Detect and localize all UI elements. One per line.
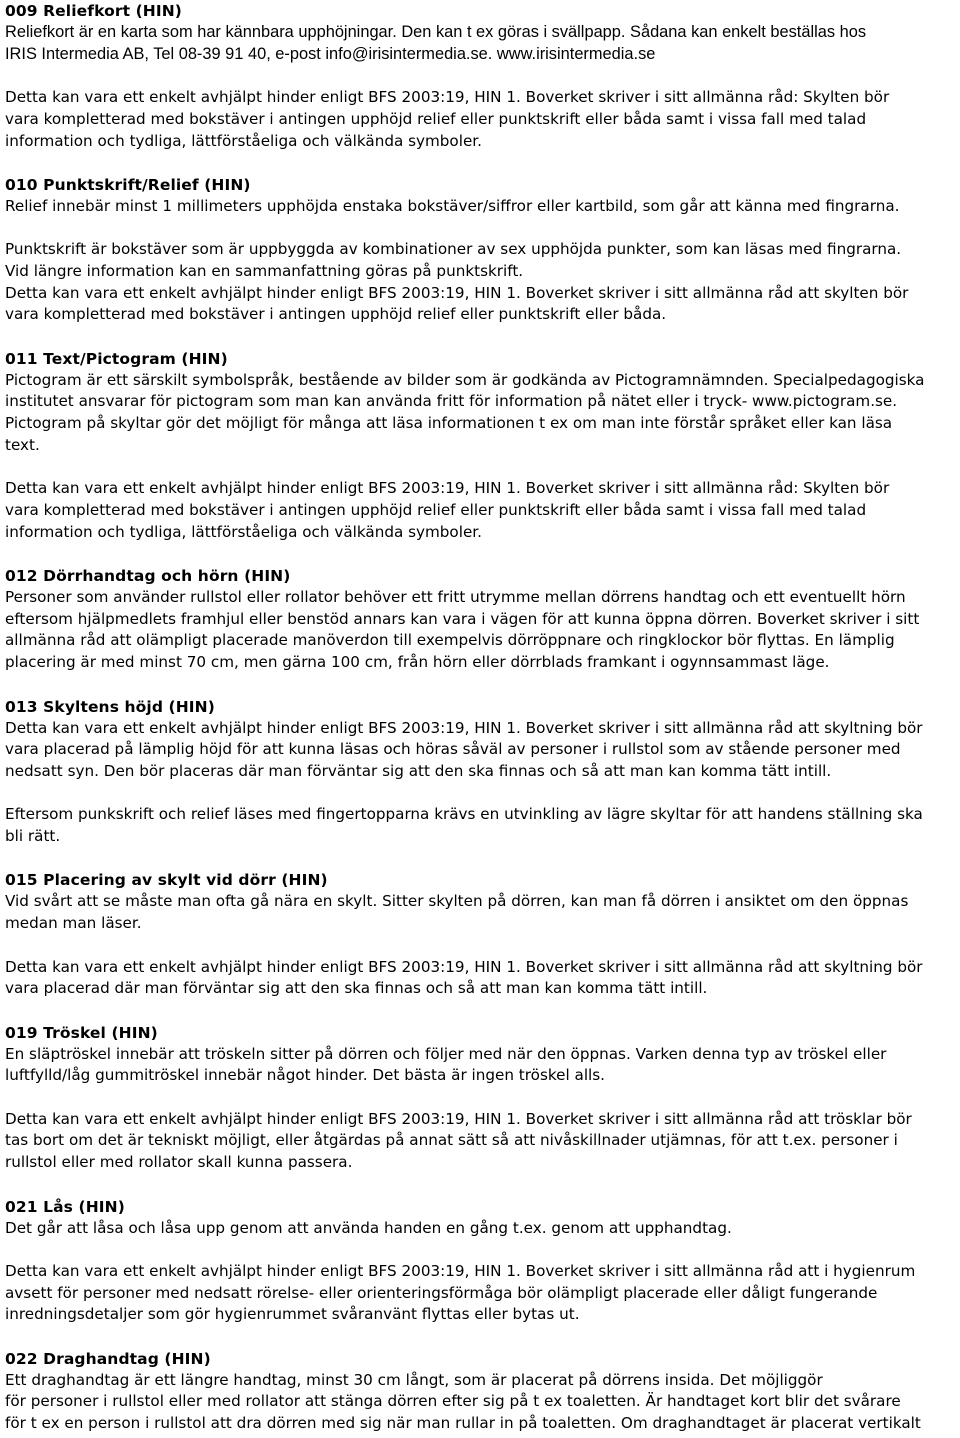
- paragraph: [5, 587, 954, 674]
- text-line: vara placerad där man förväntar sig att den ska finnas och så att man kan komma tätt intill.: [5, 979, 708, 998]
- section: [5, 348, 954, 544]
- text-line: Vid längre information kan en sammanfattning göras på punktskrift.: [5, 261, 524, 280]
- text-line: vara kompletterad med bokstäver i antingen upphöjd relief eller punktskrift eller båda samt i vissa fall med talad: [5, 500, 867, 519]
- text-line: Punktskrift är bokstäver som är uppbyggda av kombinationer av sex upphöjda punkter, som kan läsas med fingrarna.: [5, 240, 902, 259]
- text-line: Vid svårt att se måste man ofta gå nära en skylt. Sitter skylten på dörren, kan man få dörren i ansiktet om den öppnas: [5, 892, 909, 911]
- text-line: Eftersom punkskrift och relief läses med fingertopparna krävs en utvinkling av lägre skyltar för att handens ställning ska: [5, 805, 923, 824]
- text-line: vara kompletterad med bokstäver i antingen upphöjd relief eller punktskrift eller båda samt i vissa fall med talad: [5, 109, 867, 128]
- text-line: rullstol eller med rollator skall kunna passera.: [5, 1153, 353, 1172]
- text-line: luftfylld/låg gummitröskel innebär något hinder. Det bästa är ingen tröskel alls.: [5, 1066, 605, 1085]
- text-line: placering är med minst 70 cm, men gärna 100 cm, från hörn eller dörrblads framkant i ogynnsammast läge.: [5, 653, 830, 672]
- paragraph: [5, 87, 954, 152]
- paragraph: [5, 1109, 954, 1174]
- text-line: IRIS Intermedia AB, Tel 08-39 91 40, e-post info@irisintermedia.se. www.irisintermedia.se: [5, 44, 656, 63]
- text-line: allmänna råd att olämpligt placerade manöverdon till exempelvis dörröppnare och ringklockor bör flyttas. En lämplig: [5, 631, 895, 650]
- section: [5, 869, 954, 1000]
- section-spacer: [5, 1326, 954, 1348]
- section-spacer: [5, 848, 954, 870]
- section-heading: 022 Draghandtag (HIN): [5, 1349, 211, 1368]
- text-line: tas bort om det är tekniskt möjligt, eller åtgärdas på annat sätt så att nivåskillnader utjämnas, för att t.ex. personer i: [5, 1131, 898, 1150]
- text-line: vara kompletterad med bokstäver i antingen upphöjd relief eller punktskrift eller båda.: [5, 305, 667, 324]
- text-line: nedsatt syn. Den bör placeras där man förväntar sig att den ska finnas och så att man kan komma tätt intill.: [5, 761, 832, 780]
- section: [5, 1196, 954, 1327]
- section-spacer: [5, 1174, 954, 1196]
- text-line: eftersom hjälpmedlets framhjul eller benstöd annars kan vara i vägen för att kunna öppna dörren. Boverket skriver i sitt: [5, 609, 920, 628]
- section-heading: 010 Punktskrift/Relief (HIN): [5, 175, 251, 194]
- section-heading: 009 Reliefkort (HIN): [5, 2, 182, 20]
- section: [5, 565, 954, 674]
- text-line: Pictogram är ett särskilt symbolspråk, bestående av bilder som är godkända av Pictogramnämnden. Specialpedagogiska: [5, 370, 925, 389]
- section-spacer: [5, 674, 954, 696]
- section-heading: 013 Skyltens höjd (HIN): [5, 697, 215, 716]
- text-line: Detta kan vara ett enkelt avhjälpt hinder enligt BFS 2003:19, HIN 1. Boverket skriver i sitt allmänna råd att skyltning bör: [5, 957, 923, 976]
- paragraph: [5, 478, 954, 543]
- text-line: för t ex en person i rullstol att dra dörren med sig när man rullar in på toaletten. Om draghandtaget är placerat vertikalt: [5, 1414, 921, 1433]
- paragraph: [5, 196, 954, 218]
- section-heading: 019 Tröskel (HIN): [5, 1023, 158, 1042]
- section-heading: 015 Placering av skylt vid dörr (HIN): [5, 871, 328, 890]
- text-line: Ett draghandtag är ett längre handtag, minst 30 cm långt, som är placerat på dörrens insida. Det möjliggör: [5, 1370, 823, 1389]
- text-line: bli rätt.: [5, 827, 61, 846]
- section: [5, 0, 954, 152]
- section-heading: 021 Lås (HIN): [5, 1197, 125, 1216]
- text-line: Det går att låsa och låsa upp genom att använda handen en gång t.ex. genom att upphandtag.: [5, 1218, 732, 1237]
- section: [5, 696, 954, 848]
- paragraph: [5, 1261, 954, 1326]
- text-line: vara placerad på lämplig höjd för att kunna läsas och höras såväl av personer i rullstol som av stående personer med: [5, 740, 901, 759]
- paragraph: [5, 891, 954, 934]
- text-line: institutet ansvarar för pictogram som man kan använda fritt för information på nätet eller i tryck- www.pictogram.se.: [5, 392, 898, 411]
- section: [5, 174, 954, 326]
- text-line: avsett för personer med nedsatt rörelse- eller orienteringsförmåga bör olämpligt placerade eller dåligt fungerande: [5, 1283, 878, 1302]
- text-line: för personer i rullstol eller med rollator att stänga dörren efter sig på t ex toaletten. Är handtaget kort blir det svårare: [5, 1392, 901, 1411]
- text-line: Detta kan vara ett enkelt avhjälpt hinder enligt BFS 2003:19, HIN 1. Boverket skriver i sitt allmänna råd: Skylten bör: [5, 88, 890, 107]
- text-line: En släptröskel innebär att tröskeln sitter på dörren och följer med när den öppnas. Varken denna typ av tröskel eller: [5, 1044, 887, 1063]
- text-line: Detta kan vara ett enkelt avhjälpt hinder enligt BFS 2003:19, HIN 1. Boverket skriver i sitt allmänna råd: Skylten bör: [5, 479, 890, 498]
- text-line: Pictogram på skyltar gör det möjligt för många att läsa informationen t ex om man inte förstår språket eller kan läsa: [5, 414, 893, 433]
- paragraph: [5, 957, 954, 1000]
- paragraph: [5, 1370, 954, 1435]
- paragraph: [5, 804, 954, 847]
- text-line: Detta kan vara ett enkelt avhjälpt hinder enligt BFS 2003:19, HIN 1. Boverket skriver i sitt allmänna råd att i hygienrum: [5, 1261, 916, 1280]
- text-line: text.: [5, 435, 40, 454]
- text-line: Detta kan vara ett enkelt avhjälpt hinder enligt BFS 2003:19, HIN 1. Boverket skriver i sitt allmänna råd att skyltning bör: [5, 718, 923, 737]
- section-heading: 011 Text/Pictogram (HIN): [5, 349, 228, 368]
- paragraph: [5, 1218, 954, 1240]
- text-line: Detta kan vara ett enkelt avhjälpt hinder enligt BFS 2003:19, HIN 1. Boverket skriver i sitt allmänna råd att trösklar bör: [5, 1109, 912, 1128]
- section-heading: 012 Dörrhandtag och hörn (HIN): [5, 567, 291, 586]
- section-spacer: [5, 152, 954, 174]
- section: [5, 1348, 954, 1435]
- text-line: information och tydliga, lättförståeliga och välkända symboler.: [5, 131, 482, 150]
- paragraph: [5, 22, 954, 65]
- text-line: Relief innebär minst 1 millimeters upphöjda enstaka bokstäver/siffror eller kartbild, som går att känna med fingrarna.: [5, 196, 900, 215]
- text-line: inredningsdetaljer som gör hygienrummet svåranvänt flyttas eller bytas ut.: [5, 1305, 580, 1324]
- section-spacer: [5, 326, 954, 348]
- paragraph: [5, 718, 954, 783]
- paragraph: [5, 1044, 954, 1087]
- section-spacer: [5, 543, 954, 565]
- text-line: information och tydliga, lättförståeliga och välkända symboler.: [5, 522, 482, 541]
- text-line: medan man läser.: [5, 914, 142, 933]
- text-line: Reliefkort är en karta som har kännbara upphöjningar. Den kan t ex göras i svällpapp. Sådana kan enkelt beställas hos: [5, 23, 867, 41]
- paragraph: [5, 370, 954, 457]
- text-line: Personer som använder rullstol eller rollator behöver ett fritt utrymme mellan dörrens handtag och ett eventuellt hörn: [5, 588, 906, 607]
- text-line: Detta kan vara ett enkelt avhjälpt hinder enligt BFS 2003:19, HIN 1. Boverket skriver i sitt allmänna råd att skylten bör: [5, 283, 909, 302]
- section-spacer: [5, 1000, 954, 1022]
- paragraph: [5, 239, 954, 326]
- section: [5, 1022, 954, 1174]
